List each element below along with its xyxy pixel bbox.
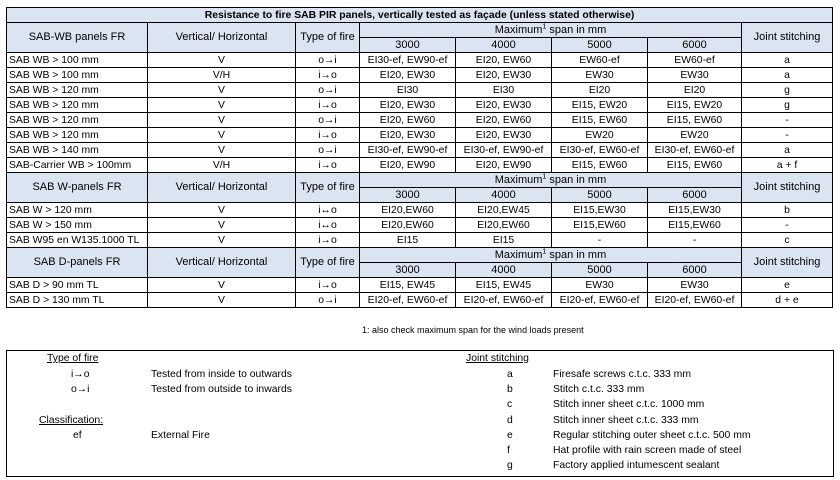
fire-direction: o→i: [296, 53, 360, 68]
joint-code: c: [742, 233, 833, 248]
span-5000: EW30: [552, 278, 648, 293]
panel-name: SAB WB > 120 mm: [7, 83, 148, 98]
joint-code: a: [742, 53, 833, 68]
span-3000: EI20,EW60: [360, 218, 456, 233]
table-row: [7, 113, 833, 128]
span-6000: EI15,EW30: [648, 203, 742, 218]
legend-fire-desc: Tested from inside to outwards: [151, 369, 292, 380]
span-5000: EI30-ef, EW60-ef: [552, 143, 648, 158]
span-6000: EI15, EW60: [648, 113, 742, 128]
span-4000: EI20-ef, EW60-ef: [456, 293, 552, 308]
span-3000: EI20,EW60: [360, 203, 456, 218]
section-header-row: [7, 173, 833, 188]
span-5000: EI15, EW20: [552, 98, 648, 113]
table-row: [7, 278, 833, 293]
max-span-suffix: span in mm: [546, 173, 607, 186]
panel-name: SAB D > 130 mm TL: [7, 293, 148, 308]
table-row: [7, 83, 833, 98]
table-row: [7, 128, 833, 143]
span-4000: EI20, EW30: [456, 98, 552, 113]
orientation: V: [148, 143, 296, 158]
section-name: SAB-WB panels FR: [7, 23, 148, 53]
table-row: [7, 143, 833, 158]
orientation: V: [148, 83, 296, 98]
panel-name: SAB-Carrier WB > 100mm: [7, 158, 148, 173]
max-span-label: Maximum: [494, 248, 543, 261]
joint-code: -: [742, 218, 833, 233]
table-row: [7, 218, 833, 233]
span-4000: EI20, EW30: [456, 68, 552, 83]
span-5000: EI15, EW60: [552, 113, 648, 128]
col-joint-stitching: Joint stitching: [742, 248, 833, 278]
span-3000: EI30: [360, 83, 456, 98]
orientation: V: [148, 218, 296, 233]
legend-joint-code: c: [507, 399, 513, 411]
fire-direction: i↔o: [296, 218, 360, 233]
legend-joint-desc: Hat profile with rain screen made of steel: [553, 445, 742, 456]
fire-direction: i→o: [296, 278, 360, 293]
panel-name: SAB W95 en W135.1000 TL: [7, 233, 148, 248]
section-header-row: [7, 248, 833, 263]
orientation: V/H: [148, 68, 296, 83]
panel-name: SAB WB > 100 mm: [7, 68, 148, 83]
orientation: V: [148, 293, 296, 308]
fire-direction: i→o: [296, 128, 360, 143]
fire-direction: i↔o: [296, 203, 360, 218]
max-span-label: Maximum: [494, 23, 543, 36]
legend-joint-code: b: [507, 384, 513, 396]
span-3000: EI20, EW30: [360, 68, 456, 83]
section-header-row: [7, 23, 833, 38]
joint-code: a: [742, 68, 833, 83]
joint-code: g: [742, 98, 833, 113]
span-6000: EW20: [648, 128, 742, 143]
joint-code: a: [742, 143, 833, 158]
legend-joint-code: f: [507, 445, 510, 456]
legend-fire-code: o→i: [71, 384, 90, 395]
col-span-value: 4000: [456, 263, 552, 278]
joint-code: e: [742, 278, 833, 293]
col-joint-stitching: Joint stitching: [742, 23, 833, 53]
span-5000: EI20-ef, EW60-ef: [552, 293, 648, 308]
col-vertical-horizontal: Vertical/ Horizontal: [148, 248, 296, 278]
legend-joint-code: d: [507, 414, 513, 426]
span-4000: EI20, EW90: [456, 158, 552, 173]
footnote-marker: 1: [542, 172, 547, 180]
footnote-marker: 1: [542, 247, 547, 255]
col-span-value: 6000: [648, 263, 742, 278]
legend-joint-desc: Regular stitching outer sheet c.t.c. 500 mm: [553, 429, 751, 441]
orientation: V: [148, 233, 296, 248]
legend-class-desc: External Fire: [151, 430, 210, 441]
legend-joint-desc: Firesafe screws c.t.c. 333 mm: [553, 369, 691, 380]
joint-code: a + f: [742, 158, 833, 173]
span-6000: EI20-ef, EW60-ef: [648, 293, 742, 308]
span-4000: EI15, EW45: [456, 278, 552, 293]
legend-type-of-fire-title: Type of fire: [47, 353, 99, 364]
orientation: V: [148, 203, 296, 218]
span-6000: EI15, EW60: [648, 158, 742, 173]
span-6000: EI15,EW60: [648, 218, 742, 233]
span-5000: EW60-ef: [552, 53, 648, 68]
legend-joint-desc: Factory applied intumescent sealant: [553, 460, 720, 472]
span-6000: EW30: [648, 68, 742, 83]
col-span-value: 4000: [456, 38, 552, 53]
panel-name: SAB WB > 120 mm: [7, 128, 148, 143]
orientation: V: [148, 128, 296, 143]
table-row: [7, 68, 833, 83]
orientation: V: [148, 113, 296, 128]
col-joint-stitching: Joint stitching: [742, 173, 833, 203]
span-4000: EI20, EW60: [456, 113, 552, 128]
span-3000: EI20, EW90: [360, 158, 456, 173]
legend-fire-desc: Tested from outside to inwards: [151, 384, 292, 395]
joint-code: b: [742, 203, 833, 218]
span-4000: EI15: [456, 233, 552, 248]
joint-code: -: [742, 128, 833, 143]
fire-direction: i→o: [296, 98, 360, 113]
col-span-value: 6000: [648, 188, 742, 203]
span-3000: EI20, EW60: [360, 113, 456, 128]
max-span-suffix: span in mm: [546, 23, 607, 36]
col-vertical-horizontal: Vertical/ Horizontal: [148, 23, 296, 53]
panel-name: SAB W > 120 mm: [7, 203, 148, 218]
legend-joint-title: Joint stitching: [466, 353, 529, 364]
span-3000: EI30-ef, EW90-ef: [360, 53, 456, 68]
col-max-span: [360, 173, 742, 188]
col-type-of-fire: Type of fire: [296, 248, 360, 278]
col-span-value: 6000: [648, 38, 742, 53]
orientation: V: [148, 278, 296, 293]
joint-code: d + e: [742, 293, 833, 308]
col-vertical-horizontal: Vertical/ Horizontal: [148, 173, 296, 203]
legend-joint-desc: Stitch inner sheet c.t.c. 333 mm: [553, 414, 699, 426]
col-span-value: 3000: [360, 263, 456, 278]
section-name: SAB D-panels FR: [7, 248, 148, 278]
span-3000: EI15, EW45: [360, 278, 456, 293]
span-6000: EI30-ef, EW60-ef: [648, 143, 742, 158]
footnote: 1: also check maximum span for the wind loads present: [362, 325, 584, 335]
table-row: [7, 158, 833, 173]
span-5000: EI15,EW60: [552, 218, 648, 233]
span-6000: -: [648, 233, 742, 248]
fire-direction: o→i: [296, 293, 360, 308]
col-span-value: 5000: [552, 38, 648, 53]
table-row: [7, 233, 833, 248]
legend-box: [6, 350, 834, 477]
legend-classification-title: Classification:: [39, 415, 104, 426]
max-span-label: Maximum: [494, 173, 543, 186]
span-5000: EI15,EW30: [552, 203, 648, 218]
panel-name: SAB WB > 140 mm: [7, 143, 148, 158]
orientation: V: [148, 53, 296, 68]
legend-joint-desc: Stitch c.t.c. 333 mm: [553, 384, 645, 396]
fire-direction: o→i: [296, 83, 360, 98]
table-row: [7, 203, 833, 218]
span-6000: EW60-ef: [648, 53, 742, 68]
panel-name: SAB WB > 120 mm: [7, 113, 148, 128]
section-name: SAB W-panels FR: [7, 173, 148, 203]
panel-name: SAB WB > 100 mm: [7, 53, 148, 68]
span-5000: EI20: [552, 83, 648, 98]
col-max-span: [360, 23, 742, 38]
footnote-marker: 1: [542, 22, 547, 30]
span-4000: EI20, EW60: [456, 53, 552, 68]
title-row: [7, 8, 833, 23]
table-title: Resistance to fire SAB PIR panels, vertically tested as façade (unless stated otherwise): [7, 8, 833, 23]
span-6000: EI20: [648, 83, 742, 98]
legend-joint-desc: Stitch inner sheet c.t.c. 1000 mm: [553, 399, 705, 411]
max-span-suffix: span in mm: [546, 248, 607, 261]
col-max-span: [360, 248, 742, 263]
span-5000: EW20: [552, 128, 648, 143]
span-4000: EI30-ef, EW90-ef: [456, 143, 552, 158]
span-5000: -: [552, 233, 648, 248]
legend-joint-code: g: [507, 460, 513, 472]
panel-name: SAB WB > 120 mm: [7, 98, 148, 113]
panel-name: SAB D > 90 mm TL: [7, 278, 148, 293]
table-row: [7, 98, 833, 113]
joint-code: -: [742, 113, 833, 128]
joint-code: g: [742, 83, 833, 98]
col-span-value: 5000: [552, 188, 648, 203]
span-4000: EI20,EW45: [456, 203, 552, 218]
legend-joint-code: a: [507, 369, 513, 380]
legend-joint-code: e: [507, 429, 513, 441]
fire-direction: i→o: [296, 158, 360, 173]
span-3000: EI20, EW30: [360, 98, 456, 113]
fire-direction: i→o: [296, 233, 360, 248]
span-4000: EI20,EW60: [456, 218, 552, 233]
col-span-value: 3000: [360, 188, 456, 203]
fire-direction: o→i: [296, 113, 360, 128]
legend-fire-code: i→o: [71, 369, 90, 380]
span-4000: EI20, EW30: [456, 128, 552, 143]
col-span-value: 3000: [360, 38, 456, 53]
col-span-value: 4000: [456, 188, 552, 203]
fire-resistance-table: [6, 7, 833, 308]
fire-direction: o→i: [296, 143, 360, 158]
col-span-value: 5000: [552, 263, 648, 278]
span-5000: EW30: [552, 68, 648, 83]
span-3000: EI20-ef, EW60-ef: [360, 293, 456, 308]
panel-name: SAB W > 150 mm: [7, 218, 148, 233]
orientation: V: [148, 98, 296, 113]
table-row: [7, 293, 833, 308]
span-6000: EI15, EW20: [648, 98, 742, 113]
table-row: [7, 53, 833, 68]
span-3000: EI15: [360, 233, 456, 248]
span-3000: EI20, EW30: [360, 128, 456, 143]
span-3000: EI30-ef, EW90-ef: [360, 143, 456, 158]
legend-class-code: ef: [73, 430, 82, 441]
span-5000: EI15, EW60: [552, 158, 648, 173]
fire-direction: i→o: [296, 68, 360, 83]
span-6000: EW30: [648, 278, 742, 293]
orientation: V/H: [148, 158, 296, 173]
col-type-of-fire: Type of fire: [296, 23, 360, 53]
col-type-of-fire: Type of fire: [296, 173, 360, 203]
span-4000: EI30: [456, 83, 552, 98]
